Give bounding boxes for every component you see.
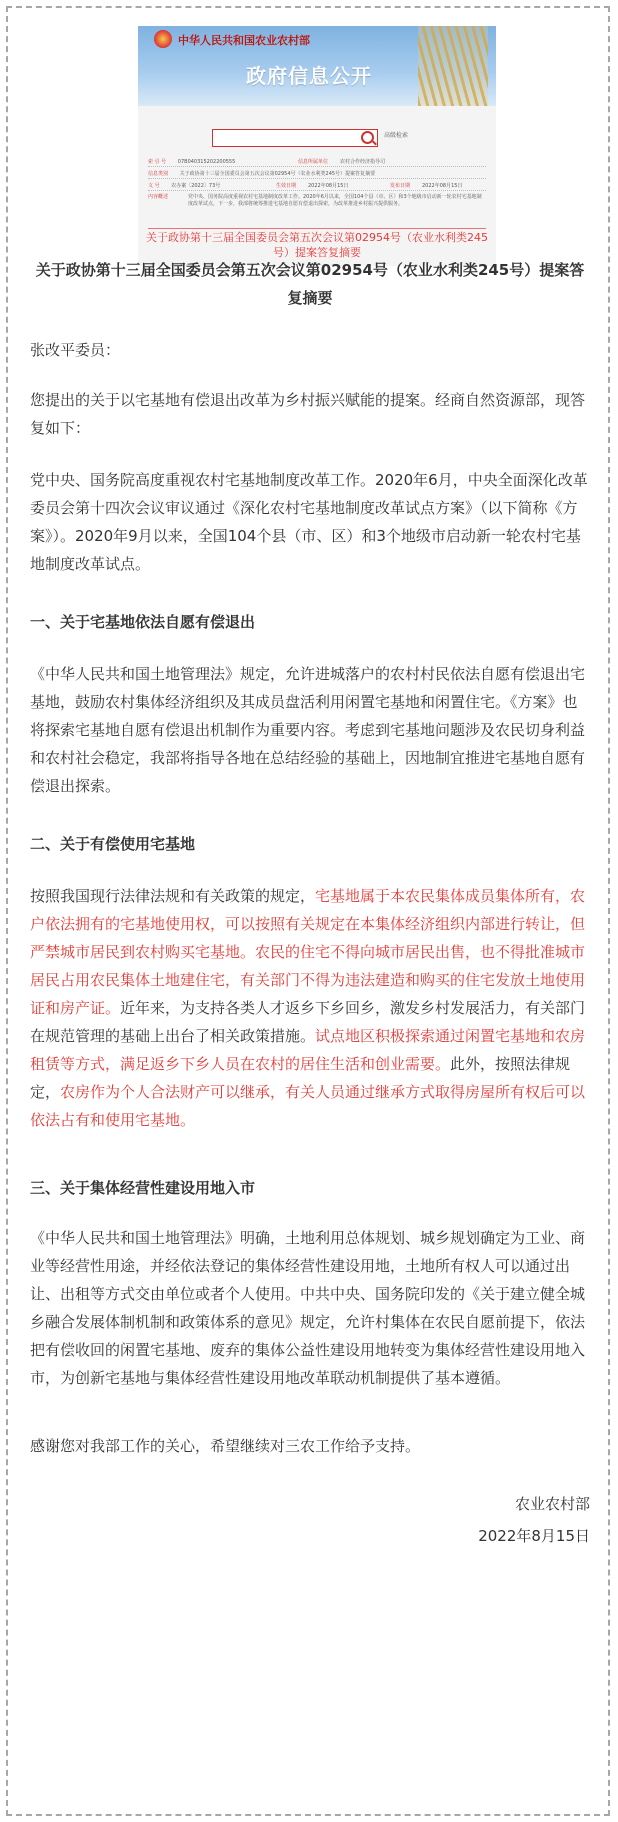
info-panel (138, 106, 496, 266)
meta-key: 信息所属单位 (298, 159, 329, 165)
meta-key: 索 引 号 (148, 159, 167, 165)
banner-title: 政府信息公开 (246, 64, 372, 88)
text-run: 按照我国现行法律法规和有关政策的规定， (30, 887, 316, 905)
salutation: 张改平委员： (30, 341, 121, 359)
meta-value: 2022年08月15日 (422, 183, 463, 189)
highlighted-text: 农房作为个人合法财产可以继承，有关人员通过继承方式取得房屋所有权后可以依法占有和使用宅基地。 (30, 1083, 586, 1129)
header-image (138, 26, 496, 266)
meta-row (148, 158, 486, 168)
meta-value: 07B040315202200555 (177, 159, 236, 165)
meta-value: 党中央、国务院高度重视农村宅基地制度改革工作。2020年6月以来，全国104个县（市、区）和3个地级市启动新一轮农村宅基地制度改革试点，下一步，我部将统筹推进宅基地自愿有偿退出探索，为改革推进乡村振兴提供服务。 (188, 194, 482, 207)
intro-paragraph: 您提出的关于以宅基地有偿退出改革为乡村振兴赋能的提案。经商自然资源部，现答复如下： (30, 391, 586, 437)
meta-row (148, 170, 486, 180)
gov-name: 中华人民共和国农业农村部 (178, 34, 310, 47)
article-title: 关于政协第十三届全国委员会第五次会议第02954号（农业水利类245号）提案答复摘要 (35, 261, 585, 307)
date: 2022年8月15日 (478, 1527, 590, 1545)
meta-key: 文 号 (148, 183, 160, 189)
section-heading-3: 三、关于集体经营性建设用地入市 (30, 1179, 256, 1197)
image-caption: 关于政协第十三届全国委员会第五次会议第02954号（农业水利类245号）提案答复摘要 (146, 231, 488, 259)
meta-key: 生效日期 (276, 183, 297, 189)
paragraph-section-2 (30, 882, 590, 1134)
meta-value: 农村合作经济指导司 (340, 159, 386, 165)
paragraph-background: 党中央、国务院高度重视农村宅基地制度改革工作。2020年6月，中央全面深化改革委员会第十四次会议审议通过《深化农村宅基地制度改革试点方案》（以下简称《方案》）。2020年9月以来，全国104个县（市、区）和3个地级市启动新一轮农村宅基地制度改革试点。 (30, 471, 588, 573)
paragraph-section-3: 《中华人民共和国土地管理法》明确，土地利用总体规划、城乡规划确定为工业、商业等经营性用途，并经依法登记的集体经营性建设用地，土地所有权人可以通过出让、出租等方式交由单位或者个人使用。中共中央、国务院印发的《关于建立健全城乡融合发展体制机制和政策体系的意见》规定，允许村集体在农民自愿前提下，依法把有偿收回的闲置宅基地、废弃的集体公益性建设用地转变为集体经营性建设用地入市，为创新宅基地与集体经营性建设用地改革联动机制提供了基本遵循。 (30, 1229, 586, 1387)
section-heading-2: 二、关于有偿使用宅基地 (30, 835, 196, 853)
meta-row (148, 182, 486, 192)
signature: 农业农村部 (514, 1495, 590, 1513)
meta-value: 农办案〔2022〕73号 (171, 183, 221, 189)
section-heading-1: 一、关于宅基地依法自愿有偿退出 (30, 613, 256, 631)
wheat-decoration (418, 26, 488, 106)
search-icon[interactable] (361, 131, 374, 144)
paragraph-section-1: 《中华人民共和国土地管理法》规定，允许进城落户的农村村民依法自愿有偿退出宅基地，鼓励农村集体经济组织及其成员盘活利用闲置宅基地和闲置住宅。《方案》也将探索宅基地自愿有偿退出机制作为重要内容。考虑到宅基地问题涉及农民切身利益和农村社会稳定，我部将指导各地在总结经验的基础上，因地制宜推进宅基地自愿有偿退出探索。 (30, 665, 586, 795)
highlighted-text: 试点地区积极探索通过闲置宅基地和农房租赁等方式，满足返乡下乡人员在农村的居住生活和创业需要。 (30, 1027, 586, 1073)
text-run: 近年来，为支持各类人才返乡下乡回乡，激发乡村发展活力，有关部门在规范管理的基础上出台了相关政策措施。 (30, 999, 586, 1045)
banner (138, 26, 496, 106)
caption-divider (148, 228, 486, 229)
meta-key: 发布日期 (390, 183, 411, 189)
meta-key: 信息类别 (148, 171, 169, 177)
meta-value: 关于政协第十三届全国委员会第五次会议第02954号（农业水利类245号）提案答复摘要 (179, 171, 376, 177)
advanced-search-link[interactable]: 高级检索 (384, 132, 409, 139)
closing-line: 感谢您对我部工作的关心，希望继续对三农工作给予支持。 (30, 1437, 421, 1455)
meta-value: 2022年08月15日 (308, 183, 349, 189)
highlighted-text: 宅基地属于本农民集体成员集体所有，农户依法拥有的宅基地使用权，可以按照有关规定在本集体经济组织内部进行转让，但严禁城市居民到农村购买宅基地。农民的住宅不得向城市居民出售，也不得批准城市居民占用农民集体土地建住宅，有关部门不得为违法建造和购买的住宅发放土地使用证和房产证。 (30, 887, 586, 1017)
search-input[interactable] (212, 129, 378, 147)
meta-row (148, 194, 486, 218)
text-run: 此外，按照法律规定， (30, 1055, 571, 1101)
emblem-icon (154, 30, 172, 48)
meta-key: 内容概述 (148, 194, 169, 200)
